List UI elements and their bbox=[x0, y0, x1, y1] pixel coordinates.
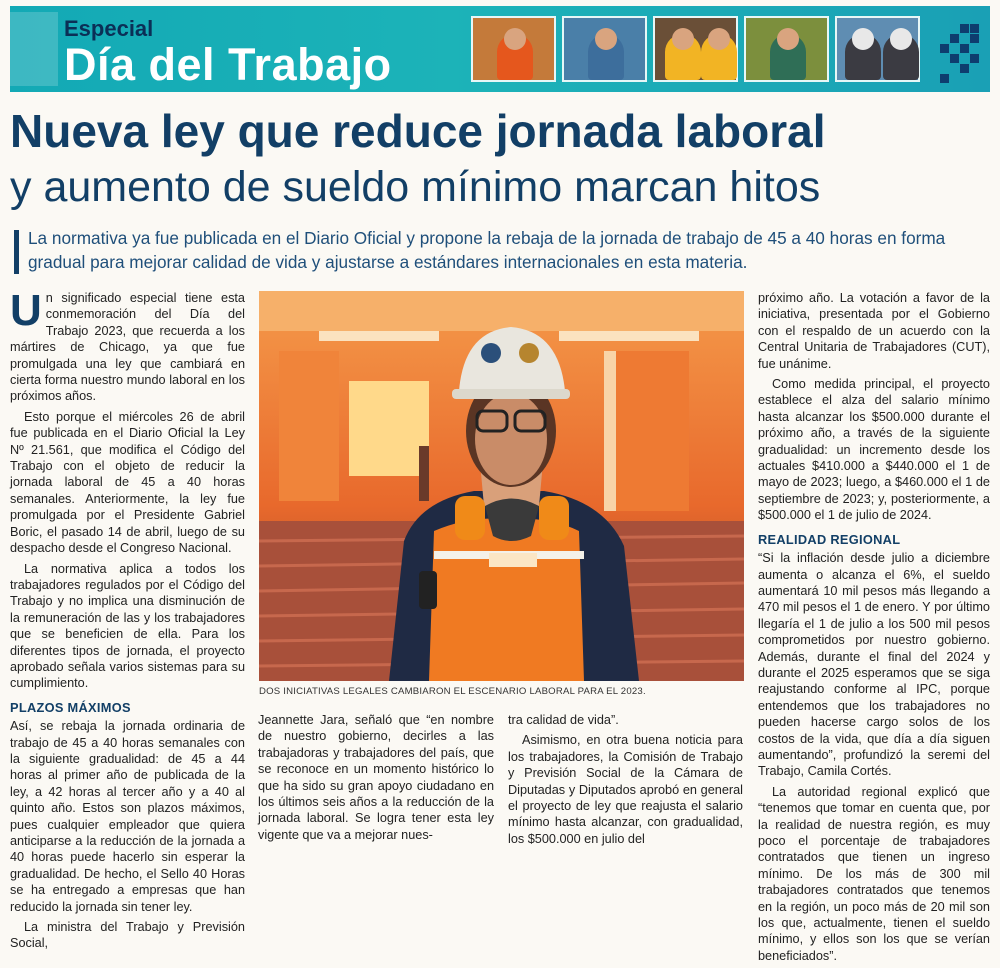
thumbnail-workers-vests bbox=[653, 16, 738, 82]
article-paragraph: Asimismo, en otra buena noticia para los trabajadores, la Comisión de Trabajo y Previsión Social de la Cámara de Diputadas y Diputados aprobó en general el proyecto de ley que reajusta el salario mínimo hasta alcanzar, con gradualidad, los $500.000 en julio del bbox=[508, 733, 743, 846]
headline-line-1: Nueva ley que reduce jornada laboral bbox=[10, 105, 826, 157]
article-paragraph: Esto porque el miércoles 26 de abril fue publicada en el Diario Oficial la Ley Nº 21.561, que modifica el Código del Trabajo con el objeto de reducir la jornada laboral de 45 a 40 horas semanales. Anteriormente, la ley fue promulgada por el Presidente Gabriel Boric, el pasado 14 de abril, luego de su despacho desde el Congreso Nacional. bbox=[10, 409, 245, 556]
article-photo bbox=[259, 291, 744, 681]
article-paragraph: La normativa aplica a todos los trabajadores regulados por el Código del Trabajo y no implica una disminución de la remuneración de las y los trabajadores que se beneficien de ella. Para los diferentes tipos de jornada, el proyecto aprobado señala varios sistemas para su cumplimiento. bbox=[10, 561, 245, 691]
dropcap: U bbox=[10, 286, 42, 335]
thumbnail-workers-lab bbox=[835, 16, 920, 82]
article-column-3 bbox=[508, 712, 743, 851]
special-banner bbox=[10, 6, 990, 92]
headline-line-2: y aumento de sueldo mínimo marcan hitos bbox=[10, 163, 821, 211]
article-paragraph: “Si la inflación desde julio a diciembre aumenta o alcanza el 6%, el sueldo aumentará 10 mil pesos más llegando a 470 mil pesos el 1 de enero. Y por último llegaría el 1 de julio a los 500 mil pesos comprometidos por nuestro gobierno. Además, durante el final del 2024 y durante el 2025 esperamos que se siga reajustando conforme al IPC, porque entendemos que los trabajadores no pueden hacerse cargo solos de los costos de la vida, que día a día siguen aumentando”, profundizó la seremi del Trabajo, Camila Cortés. bbox=[758, 551, 990, 779]
article-paragraph: Como medida principal, el proyecto establece el alza del salario mínimo hasta alcanzar los $500.000 durante el próximo año, a través de la siguiente gradualidad: un incremento desde los actuales $410.000 a $440.000 el 1 de mayo de 2023; luego, a $460.000 el 1 de septiembre de 2023; y, posteriormente, a $500.000 el 1 de julio de 2024. bbox=[758, 377, 990, 523]
banner-tag: Especial bbox=[64, 16, 154, 41]
photo-caption: DOS INICIATIVAS LEGALES CAMBIARON EL ESCENARIO LABORAL PARA EL 2023. bbox=[259, 686, 646, 697]
lede-paragraph: La normativa ya fue publicada en el Diario Oficial y propone la rebaja de la jornada de trabajo de 45 a 40 horas en forma gradual para mejorar calidad de vida y ajustarse a estándares internacionales en esta materia. bbox=[28, 228, 946, 272]
article-paragraph: tra calidad de vida”. bbox=[508, 713, 619, 727]
article-column-4 bbox=[758, 290, 990, 968]
pixel-decoration-icon bbox=[940, 24, 980, 84]
article-column-1 bbox=[10, 286, 245, 956]
article-paragraph: Un significado especial tiene esta conmemoración del Día del Trabajo 2023, que recuerda a los mártires de Chicago, ya que fue promulgada una ley que cambiará en cierta forma nuestro mundo laboral en los próximos años. bbox=[10, 286, 245, 404]
article-paragraph: Jeannette Jara, señaló que “en nombre de nuestro gobierno, decirles a las trabajadoras y trabajadores del país, que se reconoce en un momento histórico lo que ha sido su gran apoyo ciudadano en los últimos seis años a la reducción de la jornada laboral. Se logra tener esta ley vigente que va a mejorar nues- bbox=[258, 713, 494, 842]
thumbnail-worker-face-shield bbox=[562, 16, 647, 82]
article-paragraph: La autoridad regional explicó que “tenemos que tomar en cuenta que, por la realidad de nuestra región, es muy poco el porcentaje de trabajadores contratados que tienen un ingreso mínimo. De los más de 300 mil trabajadores contratados que tenemos en la región, un poco más de 20 mil son los que, actualmente, tienen el sueldo mínimo, y ellos son los que se verían beneficiados”. bbox=[758, 784, 990, 963]
subhead-plazos-maximos: PLAZOS MÁXIMOS bbox=[10, 699, 131, 715]
banner-thumbnails bbox=[471, 16, 920, 82]
article-paragraph: próximo año. La votación a favor de la iniciativa, presentada por el Gobierno con el respaldo de un acuerdo con la Central Unitaria de Trabajadores (CUT), fue unánime. bbox=[758, 291, 990, 371]
lede-accent-bar bbox=[14, 230, 19, 274]
thumbnail-worker-helmet-mask bbox=[471, 16, 556, 82]
photo-worker-illustration bbox=[259, 291, 744, 681]
subhead-realidad-regional: REALIDAD REGIONAL bbox=[758, 531, 901, 547]
article-column-2 bbox=[258, 712, 494, 847]
thumbnail-market-vendor bbox=[744, 16, 829, 82]
banner-title: Día del Trabajo bbox=[64, 39, 392, 90]
article-paragraph: La ministra del Trabajo y Previsión Social, bbox=[10, 920, 245, 951]
banner-accent-strip bbox=[10, 12, 58, 86]
article-paragraph: Así, se rebaja la jornada ordinaria de trabajo de 45 a 40 horas semanales con la siguiente gradualidad: de 45 a 44 horas al primer año de publicada de la ley, a 42 horas al tercer año y a 40 al quinto año. Estos son plazos máximos, pues cualquier empleador que quiera anticiparse a la reducción de la jornada a 40 horas puede hacerlo sin esperar la gradualidad. De hecho, el Sello 40 Horas se ha entregado a empresas que han reducido la jornada sin tener ley. bbox=[10, 719, 245, 914]
